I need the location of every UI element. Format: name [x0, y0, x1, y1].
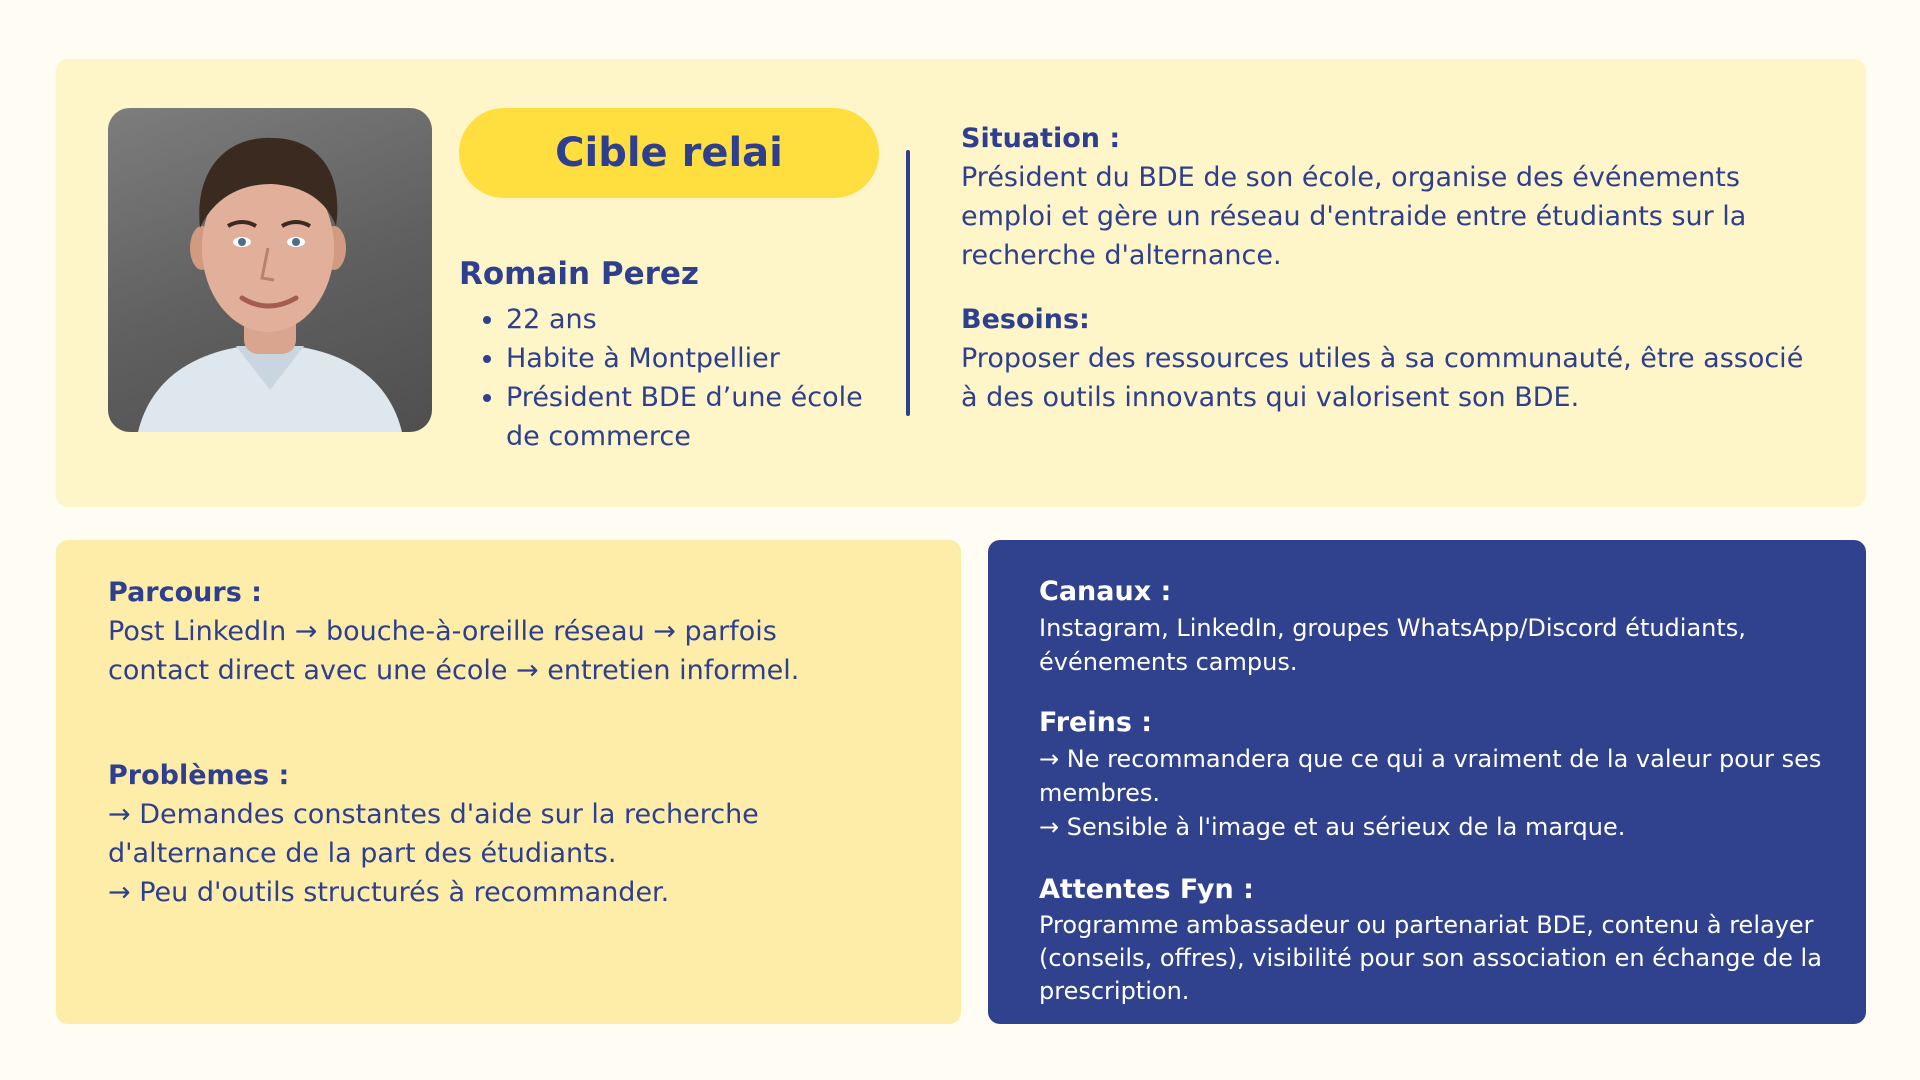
problemes-section	[108, 756, 848, 912]
besoins-text: Proposer des ressources utiles à sa communauté, être associé à des outils innovants qui valorisent son BDE.	[961, 343, 1804, 413]
person-silhouette-icon	[108, 108, 432, 432]
besoins-heading: Besoins:	[961, 304, 1090, 335]
persona-badge: Cible relai	[459, 108, 879, 198]
parcours-section	[108, 573, 848, 690]
situation-section	[961, 119, 1811, 275]
fact-age: • 22 ans	[506, 300, 866, 339]
situation-heading: Situation :	[961, 123, 1121, 154]
situation-text: Président du BDE de son école, organise des événements emploi et gère un réseau d'entraide entre étudiants sur la recherche d'alternance.	[961, 162, 1747, 271]
attentes-text: Programme ambassadeur ou partenariat BDE, contenu à relayer (conseils, offres), visibilité pour son association en échange de la prescription.	[1039, 911, 1822, 1005]
freins-section	[1039, 704, 1829, 844]
besoins-section	[961, 300, 1811, 417]
attentes-heading: Attentes Fyn :	[1039, 874, 1254, 905]
probleme-item: → Peu d'outils structurés à recommander.	[108, 877, 670, 908]
attentes-section	[1039, 871, 1839, 1008]
frein-item: → Sensible à l'image et au sérieux de la marque.	[1039, 813, 1626, 841]
frein-item: → Ne recommandera que ce qui a vraiment de la valeur pour ses membres.	[1039, 745, 1822, 807]
portrait-photo	[108, 108, 432, 432]
parcours-text: Post LinkedIn → bouche-à-oreille réseau → parfois contact direct avec une école → entretien informel.	[108, 616, 800, 686]
person-facts-list	[476, 300, 866, 456]
vertical-divider	[906, 150, 910, 416]
canaux-section	[1039, 573, 1829, 679]
fact-role: • Président BDE d’une école de commerce	[506, 378, 866, 456]
freins-heading: Freins :	[1039, 707, 1153, 738]
problemes-heading: Problèmes :	[108, 760, 290, 791]
fact-location: • Habite à Montpellier	[506, 339, 866, 378]
canaux-text: Instagram, LinkedIn, groupes WhatsApp/Discord étudiants, événements campus.	[1039, 614, 1746, 676]
canaux-heading: Canaux :	[1039, 576, 1172, 607]
parcours-heading: Parcours :	[108, 577, 262, 608]
person-name: Romain Perez	[459, 256, 699, 292]
probleme-item: → Demandes constantes d'aide sur la recherche d'alternance de la part des étudiants.	[108, 799, 759, 869]
